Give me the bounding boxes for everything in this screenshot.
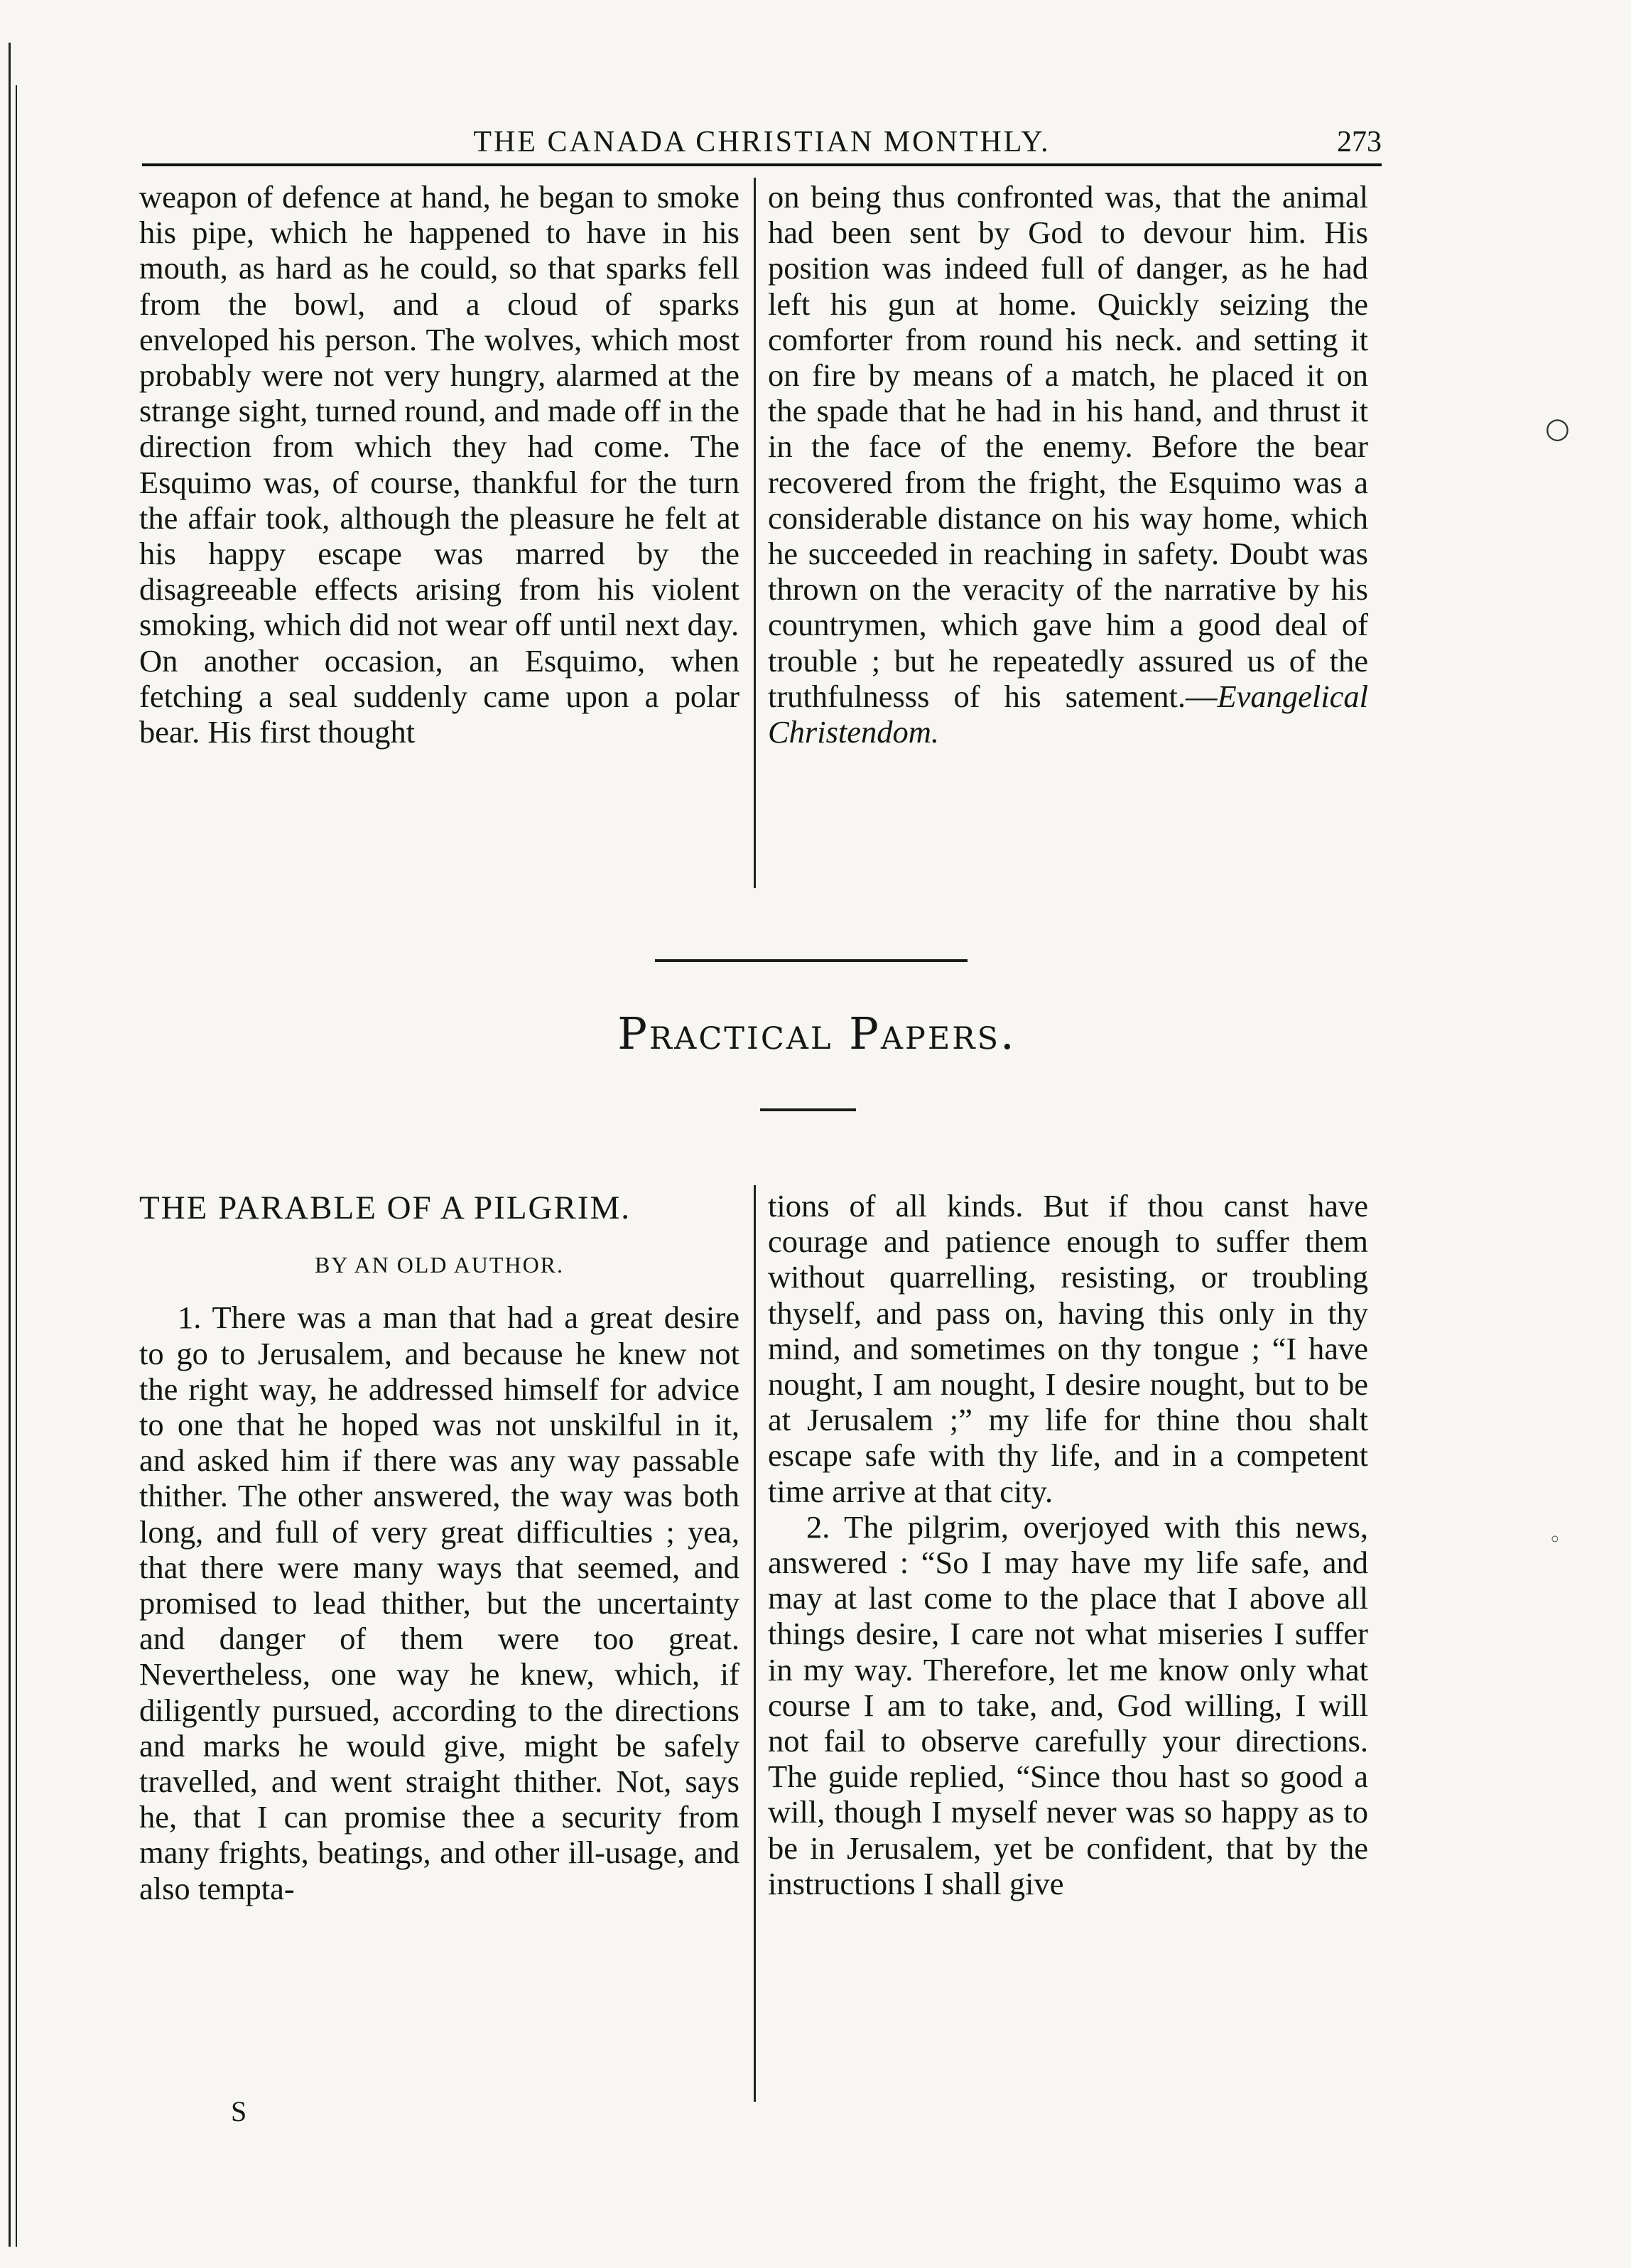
running-header: [142, 119, 1382, 166]
source-attribution: Evangelical Christendom.: [768, 678, 1368, 750]
top-right-column: [768, 179, 1368, 750]
section-title: Practical Papers.: [617, 1008, 1017, 1059]
left-margin-rule: [9, 43, 11, 2247]
article-column-divider: [754, 1185, 756, 2102]
top-left-paragraph-1: weapon of defence at hand, he began to smoke his pipe, which he happened to have in his mouth, as hard as he could, so that sparks fell from the bowl, and a cloud of sparks enveloped his person. The wolves, which most probably were not very hungry, alarmed at the strange sight, turned round, and made off in the direction from which they had come. The Esquimo was, of course, thankful for the turn the affair took, although the pleasure he felt at his happy escape was marred by the disagreeable effects arising from his violent smoking, which did not wear off until next day.: [139, 179, 739, 643]
top-left-paragraph-2: On another occasion, an Esquimo, when fetching a seal suddenly came upon a polar bear. His first thought: [139, 642, 739, 750]
margin-speck-mark: ◦: [1549, 1528, 1561, 1552]
margin-speck-circle: ○: [1545, 412, 1570, 445]
top-right-paragraph: [768, 179, 1368, 750]
article-byline: BY AN OLD AUTHOR.: [314, 1252, 565, 1278]
article-paragraph-2: 2. The pilgrim, overjoyed with this news, answered : “So I may have my life safe, and may at last come to the place that I above all things desire, I care not what miseries I suffer in my way. Therefore, let me know only what course I am to take, and, God willing, I will not fail to observe carefully your directions. The guide replied, “Since thou hast so good a will, though I myself never was so happy as to be in Jerusalem, yet be confident, that by the instructions I shall give: [768, 1508, 1368, 1901]
top-right-text: on being thus confronted was, that the animal had been sent by God to devour him. His position was indeed full of danger, as he had left his gun at home. Quickly seizing the comforter from round his neck. and setting it on fire by means of a match, he placed it on the spade that he had in his hand, and thrust it in the face of the enemy. Before the bear recovered from the fright, the Esquimo was a considerable distance on his way home, which he succeeded in reaching in safety. Doubt was thrown on the veracity of the narrative by his countrymen, which gave him a good deal of trouble ; but he repeatedly assured us of the truthfulnesss of his satement.—: [768, 179, 1368, 714]
section-rule-bottom: [760, 1108, 856, 1111]
running-title: THE CANADA CHRISTIAN MONTHLY.: [473, 126, 1051, 158]
page-number: 273: [1337, 126, 1382, 158]
top-column-divider: [754, 178, 756, 888]
top-left-column: [139, 179, 739, 750]
article-title: THE PARABLE OF A PILGRIM.: [139, 1189, 632, 1226]
article-right-column: [768, 1188, 1368, 1901]
article-paragraph-1-continued: tions of all kinds. But if thou canst have courage and patience enough to suffer them without quarrelling, resisting, or troubling thyself, and pass on, having this only in thy mind, and sometimes on thy tongue ; “I have nought, I am nought, I desire nought, but to be at Jerusalem ;” my life for thine thou shalt escape safe with thy life, and in a competent time arrive at that city.: [768, 1188, 1368, 1509]
section-rule-top: [655, 959, 968, 962]
article-paragraph-1: 1. There was a man that had a great desire to go to Jerusalem, and because he knew not the right way, he addressed himself for advice to one that he hoped was not unskilful in it, and asked him if there was any way passable thither. The other answered, the way was both long, and full of very great difficulties ; yea, that there were many ways that seemed, and promised to lead thither, but the uncertainty and danger of them were too great. Nevertheless, one way he knew, which, if diligently pursued, according to the directions and marks he would give, might be safely travelled, and went straight thither. Not, says he, that I can promise thee a security from many frights, beatings, and other ill-usage, and also tempta-: [139, 1300, 739, 1906]
left-margin-rule-inner: [16, 85, 17, 2247]
article-left-column: [139, 1190, 739, 1906]
signature-mark: S: [231, 2095, 247, 2127]
